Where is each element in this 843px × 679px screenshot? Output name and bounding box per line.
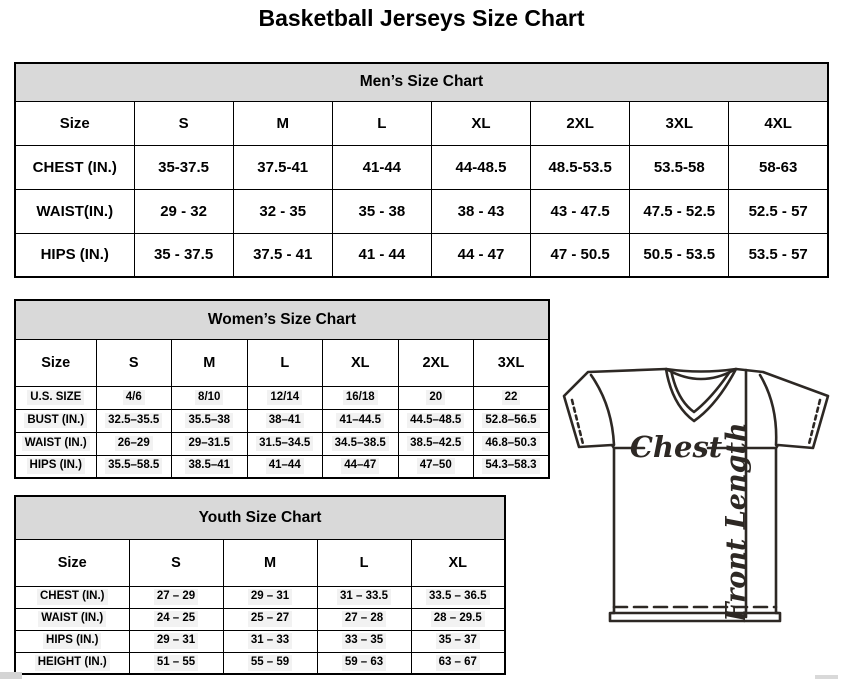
table-row [15,652,505,674]
size-value-cell: 43 - 47.5 [550,202,610,220]
youth-table-title: Youth Size Chart [15,496,505,539]
size-value-cell: 52.5 - 57 [748,202,808,220]
size-value-cell: 38–41 [266,413,304,429]
front-length-label: Front Length [721,422,752,622]
size-value-cell: 28 – 29.5 [431,611,485,627]
size-value-cell: 46.8–50.3 [482,436,539,452]
youth-size-chart-table [14,495,506,672]
size-value-cell: 44–47 [341,458,379,474]
table-row [15,455,549,478]
size-value-cell: 26–29 [115,436,153,452]
column-header-cell: 2XL [398,339,474,386]
column-header-cell: L [247,339,323,386]
size-value-cell: 38 - 43 [457,202,505,220]
column-header-cell: 2XL [531,101,630,145]
size-value-cell: 54.3–58.3 [482,458,539,474]
size-value-cell: 52.8–56.5 [482,413,539,429]
size-value-cell: 35.5–38 [185,413,233,429]
size-value-cell: 35.5–58.5 [105,458,162,474]
size-value-cell: 53.5 - 57 [748,246,808,264]
jersey-measurement-diagram [556,350,843,640]
size-value-cell: 20 [426,390,445,406]
table-row [15,608,505,630]
row-label: WAIST (IN.) [22,436,90,452]
row-label: HIPS (IN.) [40,246,109,264]
size-value-cell: 51 – 55 [154,655,198,671]
column-header-cell: 3XL [630,101,729,145]
size-value-cell: 8/10 [195,390,223,406]
size-value-cell: 47–50 [417,458,455,474]
row-label: CHEST (IN.) [32,158,117,176]
size-value-cell: 48.5-53.5 [548,158,612,176]
size-value-cell: 55 – 59 [248,655,292,671]
size-value-cell: 29–31.5 [185,436,233,452]
table-row [15,233,828,277]
size-value-cell: 58-63 [758,158,798,176]
size-value-cell: 29 – 31 [248,589,292,605]
mens-table-title: Men’s Size Chart [15,63,828,101]
column-header-cell: 4XL [729,101,828,145]
column-header-cell: M [223,539,317,586]
table-row [15,432,549,455]
column-header-cell: S [134,101,233,145]
size-header-cell: Size [15,101,134,145]
size-value-cell: 37.5-41 [257,158,309,176]
size-value-cell: 4/6 [123,390,145,406]
row-label: HIPS (IN.) [27,458,85,474]
table-row [15,386,549,409]
table-row [15,630,505,652]
row-label: BUST (IN.) [24,413,87,429]
column-header-cell: S [129,539,223,586]
size-value-cell: 41–44.5 [336,413,384,429]
size-value-cell: 27 – 29 [154,589,198,605]
size-value-cell: 24 – 25 [154,611,198,627]
size-value-cell: 44.5–48.5 [407,413,464,429]
jersey-outline-shape [564,369,828,621]
column-header-cell: 3XL [474,339,550,386]
size-header-cell: Size [15,539,129,586]
row-label: U.S. SIZE [27,390,84,406]
size-value-cell: 59 – 63 [342,655,386,671]
chest-label: Chest [629,430,723,464]
size-value-cell: 29 - 32 [160,202,207,220]
column-header-cell: M [233,101,332,145]
size-value-cell: 31.5–34.5 [256,436,313,452]
size-value-cell: 38.5–42.5 [407,436,464,452]
size-value-cell: 63 – 67 [436,655,480,671]
size-value-cell: 32 - 35 [259,202,307,220]
column-header-cell: L [332,101,431,145]
size-value-cell: 35 – 37 [436,633,480,649]
size-value-cell: 37.5 - 41 [253,246,313,264]
screenshot-artifact-right [815,675,838,679]
mens-size-chart-table [14,62,829,276]
size-value-cell: 44-48.5 [455,158,507,176]
size-value-cell: 32.5–35.5 [105,413,162,429]
size-value-cell: 34.5–38.5 [332,436,389,452]
row-label: WAIST(IN.) [36,202,114,220]
size-value-cell: 38.5–41 [185,458,233,474]
size-value-cell: 47 - 50.5 [550,246,610,264]
size-value-cell: 29 – 31 [154,633,198,649]
size-value-cell: 31 – 33.5 [337,589,391,605]
row-label: CHEST (IN.) [37,589,108,605]
size-value-cell: 53.5-58 [653,158,705,176]
table-row [15,409,549,432]
column-header-cell: S [96,339,172,386]
size-value-cell: 27 – 28 [342,611,386,627]
row-label: HEIGHT (IN.) [35,655,110,671]
size-value-cell: 16/18 [343,390,378,406]
table-row [15,586,505,608]
size-value-cell: 25 – 27 [248,611,292,627]
row-label: HIPS (IN.) [43,633,101,649]
column-header-cell: M [172,339,248,386]
size-value-cell: 41-44 [362,158,402,176]
screenshot-artifact-left [0,672,22,679]
size-value-cell: 33 – 35 [342,633,386,649]
size-value-cell: 44 - 47 [457,246,505,264]
size-value-cell: 12/14 [267,390,302,406]
column-header-cell: XL [431,101,530,145]
size-value-cell: 35-37.5 [158,158,209,176]
size-value-cell: 31 – 33 [248,633,292,649]
size-value-cell: 35 - 37.5 [153,246,214,264]
column-header-cell: L [317,539,411,586]
table-row [15,145,828,189]
size-value-cell: 33.5 – 36.5 [426,589,490,605]
size-value-cell: 22 [502,390,521,406]
size-value-cell: 41–44 [266,458,304,474]
column-header-cell: XL [323,339,399,386]
womens-table-title: Women’s Size Chart [15,300,549,339]
size-value-cell: 47.5 - 52.5 [643,202,716,220]
size-header-cell: Size [15,339,96,386]
row-label: WAIST (IN.) [38,611,106,627]
size-value-cell: 50.5 - 53.5 [643,246,716,264]
size-value-cell: 35 - 38 [358,202,406,220]
size-value-cell: 41 - 44 [358,246,406,264]
table-row [15,189,828,233]
column-header-cell: XL [411,539,505,586]
page-title: Basketball Jerseys Size Chart [258,5,585,31]
womens-size-chart-table [14,299,550,477]
